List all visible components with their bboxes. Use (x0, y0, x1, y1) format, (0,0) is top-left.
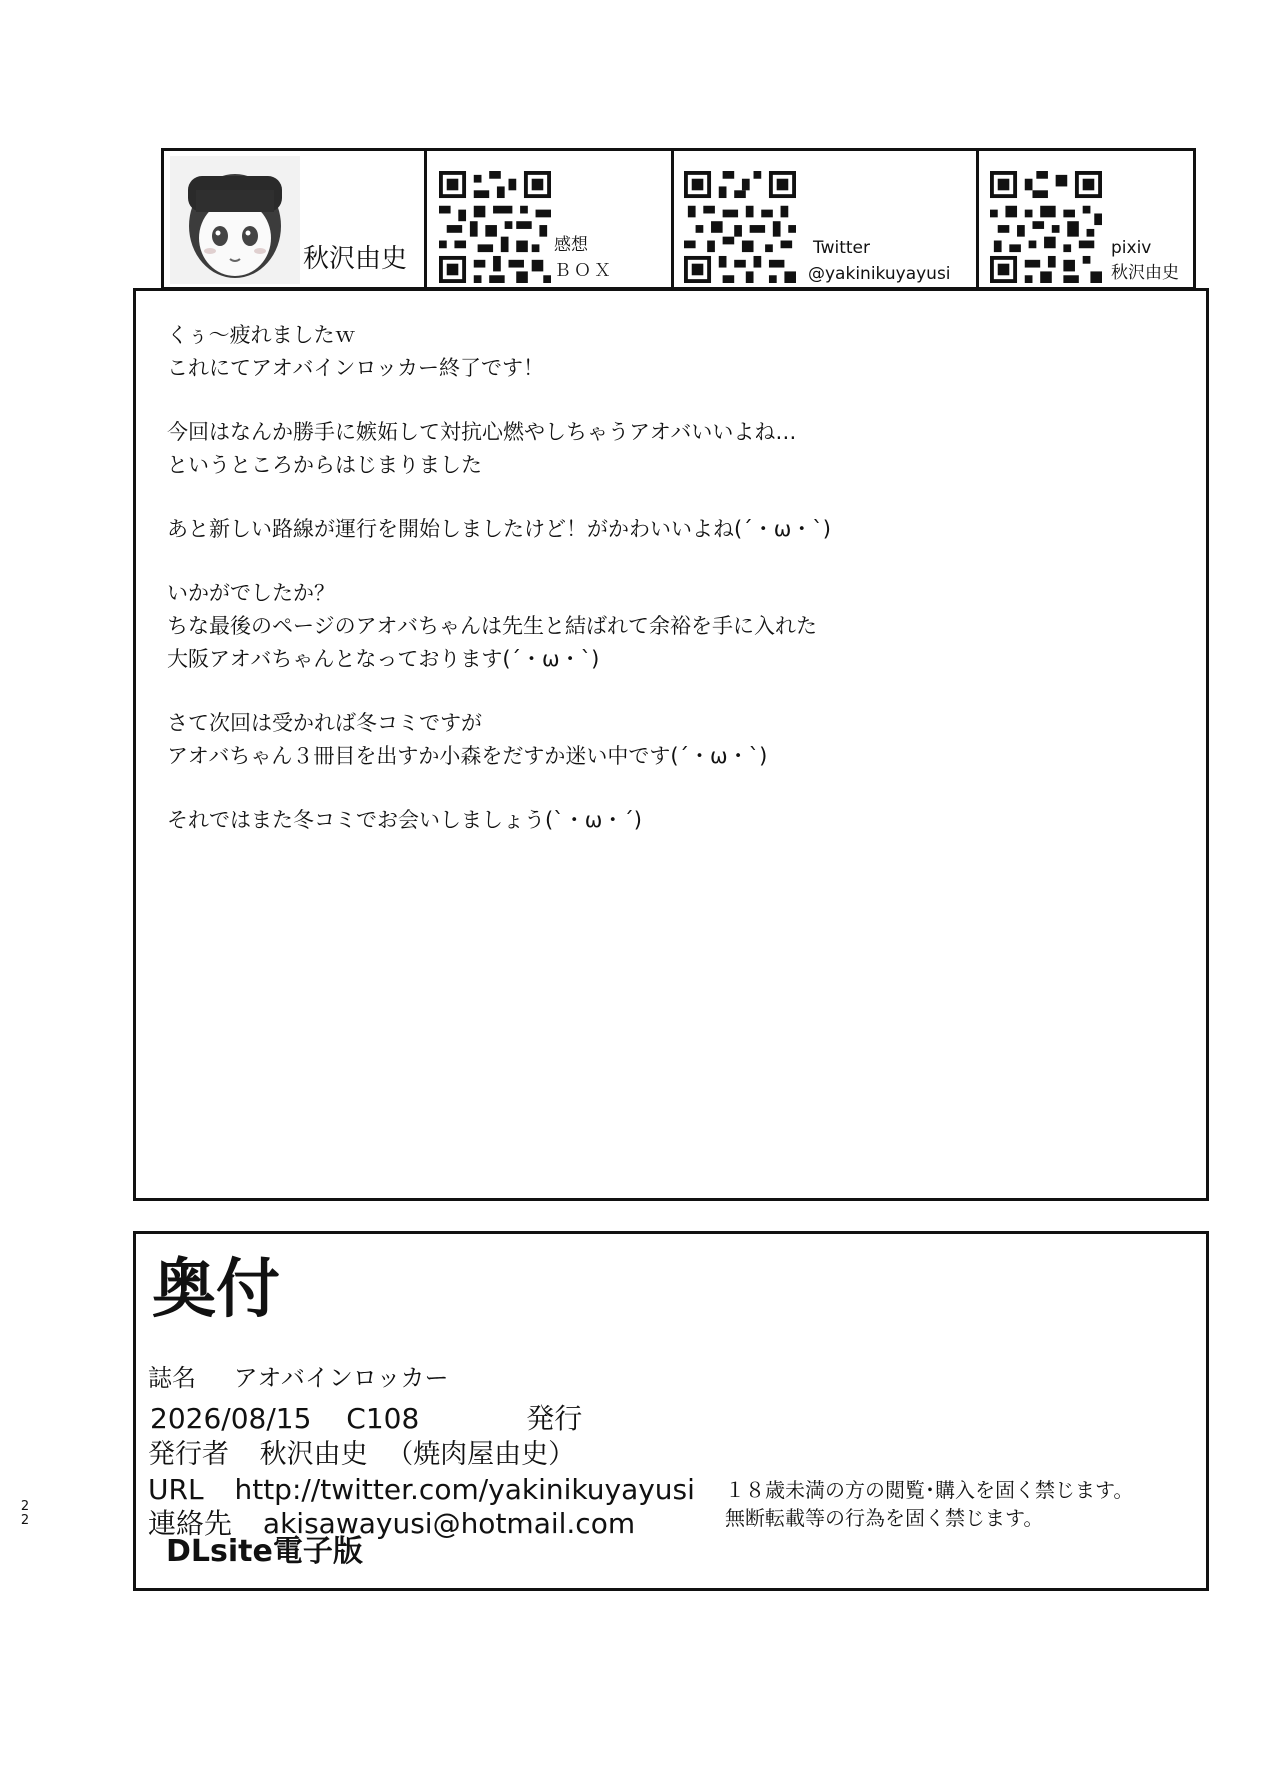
feedback-label-line2: ＢＯＸ (554, 261, 614, 281)
warning-1: １８歳未満の方の閲覧･購入を固く禁じます。 (725, 1478, 1134, 1502)
qr-code-icon[interactable] (439, 171, 551, 283)
afterword-paragraph (167, 804, 831, 837)
date-row (150, 1401, 582, 1437)
event-code: C108 (346, 1402, 420, 1435)
afterword-text (167, 319, 831, 868)
page-number: 22 (20, 1499, 30, 1528)
afterword-paragraph (167, 319, 831, 385)
afterword-paragraph (167, 416, 831, 482)
colophon-box (133, 1231, 1209, 1591)
afterword-line: くぅ～疲れましたｗ (167, 323, 356, 347)
afterword-line: 今回はなんか勝手に嫉妬して対抗心燃やしちゃうアオバいいよね… (167, 420, 797, 444)
afterword-line: それではまた冬コミでお会いしましょう(`・ω・´) (167, 808, 642, 832)
afterword-line: というところからはじまりました (167, 453, 482, 477)
pixiv-name[interactable]: 秋沢由史 (1111, 263, 1179, 283)
afterword-line: これにてアオバインロッカー終了です！ (167, 356, 544, 380)
twitter-label: Twitter (813, 238, 870, 258)
issue-date: 2026/08/15 (150, 1402, 312, 1435)
url-link[interactable]: http://twitter.com/yakinikuyayusi (234, 1473, 695, 1506)
issue-label: 発行 (526, 1402, 583, 1435)
afterword-line: 大阪アオバちゃんとなっております(´・ω・`) (167, 647, 600, 671)
header-strip (161, 148, 1196, 290)
publisher-name: 秋沢由史 (259, 1439, 368, 1470)
qr-code-icon[interactable] (990, 171, 1102, 283)
publisher-label: 発行者 (148, 1439, 229, 1470)
contact-email[interactable]: akisawayusi@hotmail.com (262, 1507, 636, 1540)
afterword-paragraph (167, 707, 831, 773)
warning-2: 無断転載等の行為を固く禁じます。 (725, 1506, 1044, 1530)
edition-label: DLsite電子版 (166, 1534, 363, 1569)
afterword-paragraph (167, 577, 831, 676)
magazine-name: アオバインロッカー (233, 1364, 449, 1392)
magazine-row (148, 1360, 448, 1396)
contact-label: 連絡先 (148, 1507, 233, 1540)
afterword-line: あと新しい路線が運行を開始しましたけど！がかわいいよね(´・ω・`) (167, 517, 831, 541)
afterword-line: いかがでしたか？ (167, 581, 335, 605)
avatar-illustration (170, 156, 300, 284)
qr-code-icon[interactable] (684, 171, 796, 283)
colophon-title: 奥付 (152, 1253, 280, 1327)
url-label: URL (148, 1473, 204, 1506)
magazine-label: 誌名 (148, 1364, 196, 1392)
pixiv-label: pixiv (1111, 238, 1152, 258)
afterword-paragraph (167, 513, 831, 546)
circle-name: （焼肉屋由史） (386, 1439, 576, 1470)
author-cell (164, 151, 424, 287)
url-row (148, 1472, 695, 1508)
feedback-label-line1: 感想 (554, 235, 588, 255)
afterword-line: さて次回は受かれば冬コミですが (167, 711, 482, 735)
publisher-row (148, 1437, 575, 1473)
afterword-box (133, 288, 1209, 1201)
author-name: 秋沢由史 (303, 244, 408, 274)
twitter-cell (671, 151, 976, 287)
afterword-line: ちな最後のページのアオバちゃんは先生と結ばれて余裕を手に入れた (167, 614, 817, 638)
feedback-box-cell (424, 151, 671, 287)
afterword-line: アオバちゃん３冊目を出すか小森をだすか迷い中です(´・ω・`) (167, 744, 768, 768)
pixiv-cell (976, 151, 1199, 287)
twitter-handle[interactable]: @yakinikuyayusi (808, 264, 951, 284)
